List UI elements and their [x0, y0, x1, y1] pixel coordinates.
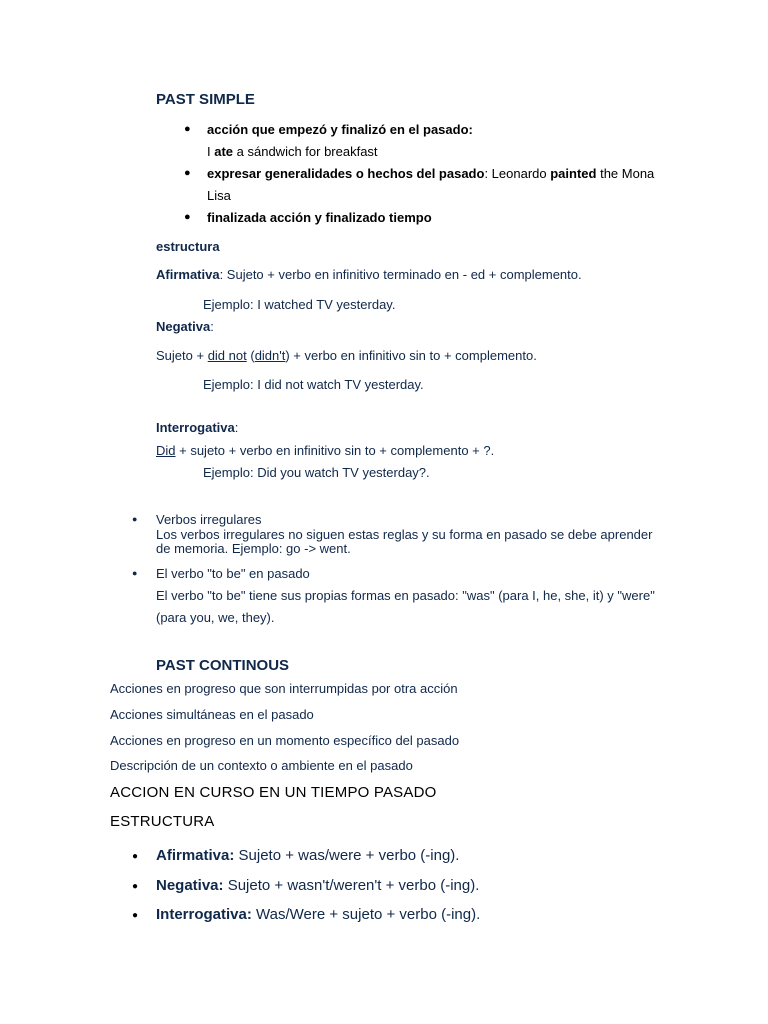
negative-rule: Sujeto + did not (didn't) + verbo en infinitivo sin to + complemento. [156, 348, 537, 363]
use-example: I ate a sándwich for breakfast [207, 144, 378, 159]
note-line: de memoria. Ejemplo: go -> went. [156, 541, 351, 556]
note-line: (para you, we, they). [156, 610, 275, 625]
interrogative-label: Interrogativa: [156, 420, 239, 435]
use-item: Acciones en progreso que son interrumpidas por otra acción [110, 681, 458, 696]
interrogative-rule: Did + sujeto + verbo en infinitivo sin to + complemento + ?. [156, 443, 495, 458]
bullet-icon: ● [132, 514, 138, 524]
past-simple-title: PAST SIMPLE [156, 91, 255, 108]
note-line: Los verbos irregulares no siguen estas reglas y su forma en pasado se debe aprender [156, 527, 653, 542]
note-line: El verbo "to be" tiene sus propias formas en pasado: "was" (para I, he, she, it) y "were" [156, 588, 655, 603]
structure-interrogative: Interrogativa: Was/Were + sujeto + verbo (-ing). [156, 906, 481, 923]
bullet-icon: ● [132, 851, 139, 862]
structure-label: estructura [156, 239, 220, 254]
past-continuous-title: PAST CONTINOUS [156, 657, 290, 674]
note-title: El verbo "to be" en pasado [156, 566, 310, 581]
structure-negative: Negativa: Sujeto + wasn't/weren't + verbo (-ing). [156, 877, 480, 894]
bullet-icon: ● [184, 123, 191, 135]
use-item: Descripción de un contexto o ambiente en el pasado [110, 758, 413, 773]
use-item-continuation: Lisa [207, 188, 231, 203]
interrogative-example: Ejemplo: Did you watch TV yesterday?. [203, 465, 430, 480]
affirmative-rule: Afirmativa: Sujeto + verbo en infinitivo terminado en - ed + complemento. [156, 267, 582, 282]
negative-example: Ejemplo: I did not watch TV yesterday. [203, 377, 424, 392]
use-label: finalizada acción y finalizado tiempo [207, 210, 432, 225]
bullet-icon: ● [184, 167, 191, 179]
bullet-icon: ● [132, 881, 139, 892]
use-item: Acciones simultáneas en el pasado [110, 707, 314, 722]
use-label: acción que empezó y finalizó en el pasado: [207, 122, 473, 137]
use-item: Acciones en progreso en un momento específico del pasado [110, 733, 460, 748]
bullet-icon: ● [132, 568, 138, 578]
structure-affirmative: Afirmativa: Sujeto + was/were + verbo (-ing). [156, 847, 460, 864]
structure-heading: ESTRUCTURA [110, 813, 215, 830]
bullet-icon: ● [132, 910, 139, 921]
use-item: expresar generalidades o hechos del pasado: Leonardo painted the Mona [207, 166, 655, 181]
negative-label: Negativa: [156, 319, 214, 334]
affirmative-example: Ejemplo: I watched TV yesterday. [203, 297, 396, 312]
section-heading: ACCION EN CURSO EN UN TIEMPO PASADO [110, 784, 437, 801]
bullet-icon: ● [184, 211, 191, 223]
note-title: Verbos irregulares [156, 512, 262, 527]
